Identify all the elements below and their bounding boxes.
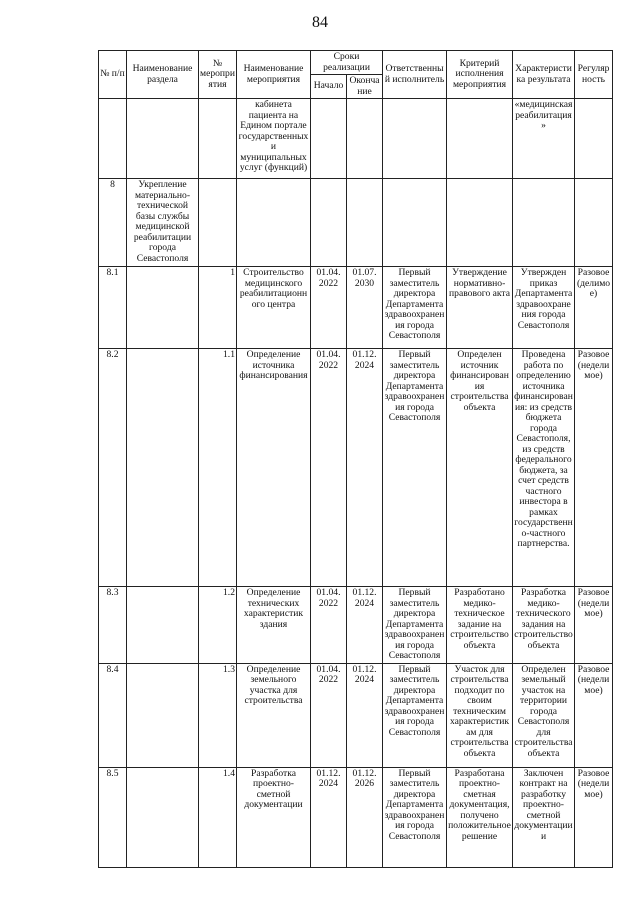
cell-section (127, 99, 199, 179)
cell-end: 01.12. 2024 (347, 349, 383, 587)
cell-section (127, 767, 199, 867)
cell-responsible: Первый заместитель директора Департамента здравоохранения города Севастополя (383, 663, 447, 767)
header-start: Начало (311, 75, 347, 99)
cell-end (347, 99, 383, 179)
cell-end: 01.12. 2024 (347, 587, 383, 664)
cell-start: 01.12. 2024 (311, 767, 347, 867)
cell-result: Утвержден приказ Департамента здравоохранения города Севастополя (513, 267, 575, 349)
header-dates: Сроки реализации (311, 51, 383, 75)
table-header (99, 51, 613, 99)
cell-criterion: Разработано медико-техническое задание на строительство объекта (447, 587, 513, 664)
cell-responsible (383, 179, 447, 267)
cell-event-no: 1.3 (199, 663, 237, 767)
header-event-no: № мероприятия (199, 51, 237, 99)
table-row (99, 587, 613, 664)
cell-section (127, 267, 199, 349)
cell-criterion: Разработана проектно-сметная документация, получено положительное решение (447, 767, 513, 867)
cell-result: «медицинская реабилитация» (513, 99, 575, 179)
cell-event-name: Определение земельного участка для строительства (237, 663, 311, 767)
cell-end: 01.07. 2030 (347, 267, 383, 349)
cell-event-no (199, 99, 237, 179)
cell-event-no (199, 179, 237, 267)
cell-num: 8.4 (99, 663, 127, 767)
cell-start (311, 99, 347, 179)
table-row (99, 663, 613, 767)
table-row (99, 99, 613, 179)
cell-event-name (237, 179, 311, 267)
cell-criterion (447, 99, 513, 179)
header-num: № п/п (99, 51, 127, 99)
cell-event-name: кабинета пациента на Едином портале государственных и муниципальных услуг (функций) (237, 99, 311, 179)
cell-num: 8.5 (99, 767, 127, 867)
cell-responsible: Первый заместитель директора Департамента здравоохранения города Севастополя (383, 587, 447, 664)
cell-regularity: Разовое (неделимое) (575, 663, 613, 767)
cell-event-no: 1.1 (199, 349, 237, 587)
cell-start: 01.04. 2022 (311, 663, 347, 767)
cell-num: 8.1 (99, 267, 127, 349)
header-criterion: Критерий исполнения мероприятия (447, 51, 513, 99)
cell-criterion: Участок для строительства подходит по своим техническим характеристикам для строительства объекта (447, 663, 513, 767)
cell-start: 01.04. 2022 (311, 587, 347, 664)
cell-responsible (383, 99, 447, 179)
cell-end: 01.12. 2024 (347, 663, 383, 767)
header-end: Окончание (347, 75, 383, 99)
page-number: 84 (312, 14, 328, 31)
cell-criterion: Утверждение нормативно-правового акта (447, 267, 513, 349)
cell-result: Определен земельный участок на территории города Севастополя для строительства объекта (513, 663, 575, 767)
cell-regularity: Разовое (неделимое) (575, 587, 613, 664)
table-body (99, 99, 613, 868)
cell-section: Укрепление материально-технической базы службы медицинской реабилитации города Севастополя (127, 179, 199, 267)
cell-section (127, 663, 199, 767)
cell-event-name: Определение технических характеристик здания (237, 587, 311, 664)
cell-regularity (575, 179, 613, 267)
cell-criterion (447, 179, 513, 267)
cell-result: Проведена работа по определению источника финансирования: из средств бюджета города Севастополя, из средств федерального бюджета, за счет средств частного инвестора в рамках государственно-частного партнерства. (513, 349, 575, 587)
cell-start (311, 179, 347, 267)
header-result: Характеристика результата (513, 51, 575, 99)
plan-table (98, 50, 613, 868)
cell-end: 01.12. 2026 (347, 767, 383, 867)
header-responsible: Ответственный исполнитель (383, 51, 447, 99)
table-row (99, 267, 613, 349)
cell-regularity: Разовое (неделимое) (575, 767, 613, 867)
cell-num: 8 (99, 179, 127, 267)
header-event-name: Наименование мероприятия (237, 51, 311, 99)
cell-end (347, 179, 383, 267)
cell-result: Разработка медико-технического задания на строительство объекта (513, 587, 575, 664)
cell-responsible: Первый заместитель директора Департамента здравоохранения города Севастополя (383, 767, 447, 867)
cell-event-no: 1.2 (199, 587, 237, 664)
table-row (99, 179, 613, 267)
cell-start: 01.04. 2022 (311, 349, 347, 587)
cell-result (513, 179, 575, 267)
table-row (99, 767, 613, 867)
cell-regularity: Разовое (делимое) (575, 267, 613, 349)
cell-event-no: 1.4 (199, 767, 237, 867)
header-regularity: Регулярность (575, 51, 613, 99)
table-row (99, 349, 613, 587)
header-section: Наименование раздела (127, 51, 199, 99)
cell-num (99, 99, 127, 179)
cell-regularity (575, 99, 613, 179)
cell-num: 8.3 (99, 587, 127, 664)
cell-event-name: Строительство медицинского реабилитационного центра (237, 267, 311, 349)
cell-responsible: Первый заместитель директора Департамента здравоохранения города Севастополя (383, 267, 447, 349)
cell-start: 01.04. 2022 (311, 267, 347, 349)
cell-regularity: Разовое (неделимое) (575, 349, 613, 587)
cell-event-name: Разработка проектно-сметной документации (237, 767, 311, 867)
cell-num: 8.2 (99, 349, 127, 587)
cell-criterion: Определен источник финансирования строительства объекта (447, 349, 513, 587)
cell-section (127, 587, 199, 664)
cell-event-name: Определение источника финансирования (237, 349, 311, 587)
cell-section (127, 349, 199, 587)
cell-responsible: Первый заместитель директора Департамента здравоохранения города Севастополя (383, 349, 447, 587)
cell-result: Заключен контракт на разработку проектно-сметной документации и (513, 767, 575, 867)
cell-event-no: 1 (199, 267, 237, 349)
